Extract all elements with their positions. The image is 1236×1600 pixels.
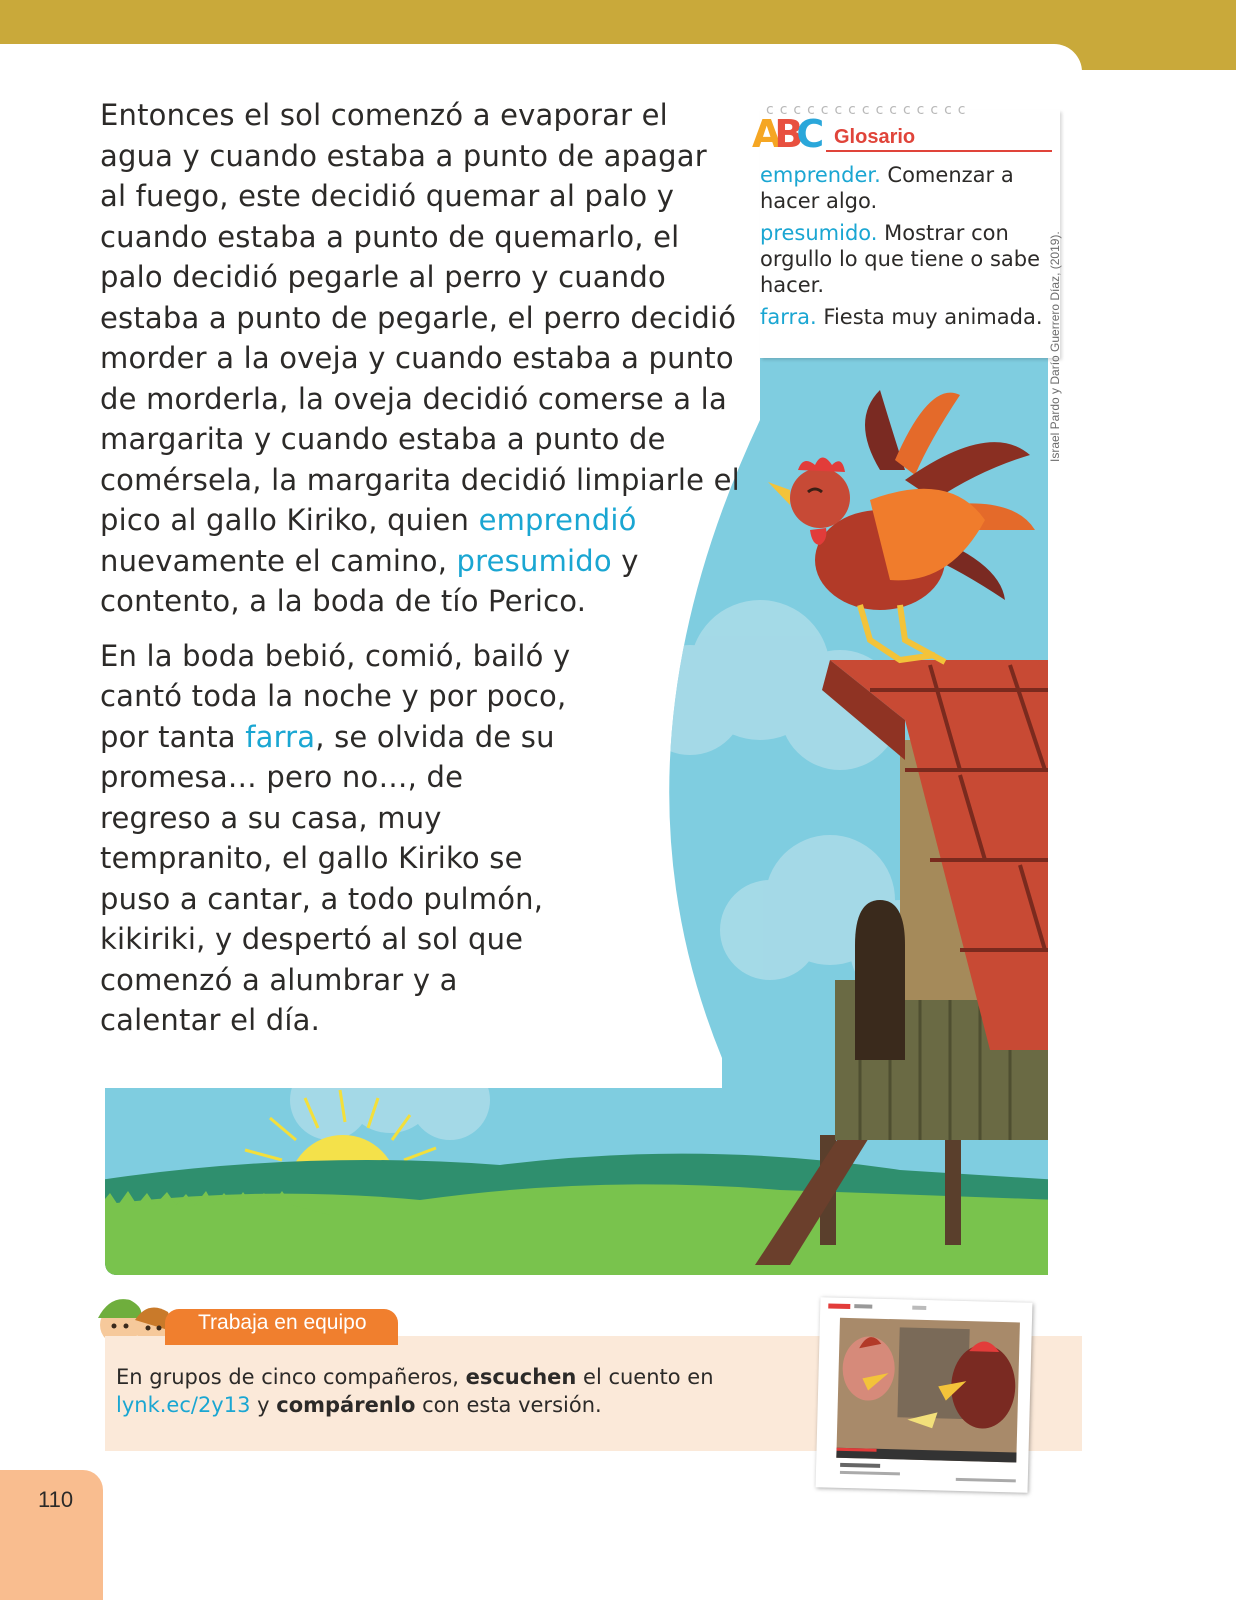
glossary-term-emprendio: emprendió bbox=[478, 503, 637, 537]
glossary-entry: emprender. Comenzar a hacer algo. bbox=[760, 163, 1014, 213]
team-link[interactable]: lynk.ec/2y13 bbox=[116, 1393, 251, 1417]
glossary-term-presumido: presumido bbox=[456, 543, 612, 578]
glossary-entry: farra. Fiesta muy animada. bbox=[760, 305, 1043, 329]
video-thumbnail[interactable] bbox=[816, 1297, 1033, 1492]
glossary-entry: presumido. Mostrar con orgullo lo que tiene o sabe hacer. bbox=[760, 221, 1041, 297]
spiral-binding: ccccccccccccccc bbox=[766, 102, 972, 118]
team-title: Trabaja en equipo bbox=[198, 1311, 367, 1334]
glossary-title: Glosario bbox=[834, 126, 916, 148]
page-number: 110 bbox=[38, 1487, 74, 1512]
story-text bbox=[100, 95, 740, 1041]
illustration-credit: Israel Pardo y Darío Guerrero Díaz, (2019). bbox=[1048, 231, 1062, 462]
story-paragraph-2: En la boda bebió, comió, bailó y cantó toda la noche y por poco, por tanta farra, se olvida de su promesa… pero no…, de regreso a su casa, muy tempranito, el gallo Kiriko se puso a cantar, a todo pulmón, kikiriki, y despertó al sol que comenzó a alumbrar y a calentar el día. bbox=[100, 638, 571, 1037]
glossary-rule bbox=[826, 150, 1052, 152]
story-paragraph-1: Entonces el sol comenzó a evaporar el agua y cuando estaba a punto de apagar al fuego, este decidió quemar al palo y cuando estaba a punto de quemarlo, el palo decidió pegarle al perro y cuando estaba a punto de pegarle, el perro decidió morder a la oveja y cuando estaba a punto de morderla, la oveja decidió comerse a la margarita y cuando estaba a punto de comérsela, la margarita decidió limpiarle el pico al gallo Kiriko, quien emprendió nuevamente el camino, presumido y contento, a la boda de tío Perico. bbox=[100, 98, 740, 618]
team-instructions: En grupos de cinco compañeros, escuchen el cuento en lynk.ec/2y13 y compárenlo con esta versión. bbox=[116, 1365, 714, 1417]
glossary-entries bbox=[760, 162, 1050, 336]
glossary-term-farra: farra bbox=[245, 719, 316, 754]
video-frame bbox=[816, 1297, 1033, 1492]
abc-logo: ABC bbox=[752, 112, 818, 156]
glossary-card bbox=[752, 102, 1060, 358]
